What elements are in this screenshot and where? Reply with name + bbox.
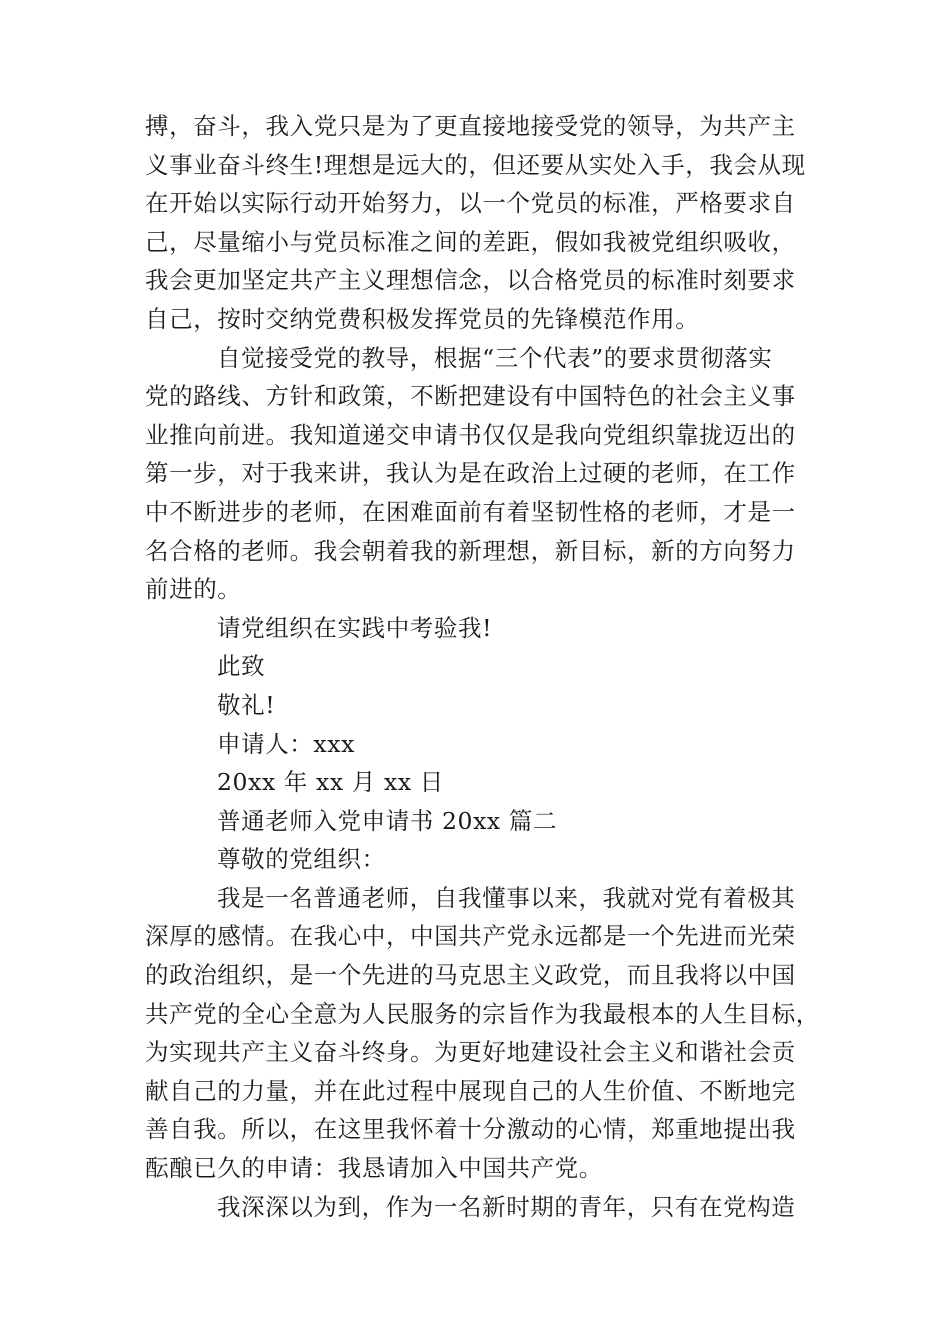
text-line: 自觉接受党的教导，根据“三个代表”的要求贯彻落实 [217,343,773,372]
document-page [145,107,820,1226]
text-line: 酝酿已久的申请：我恳请加入中国共产党。 [145,1154,603,1183]
section-title: 普通老师入党申请书 20xx 篇二 [217,806,558,835]
text-line: 共产党的全心全意为人民服务的宗旨作为我最根本的人生目标， [145,999,820,1028]
text-line: 中不断进步的老师，在困难面前有着坚韧性格的老师，才是一 [145,497,796,526]
text-line: 献自己的力量，并在此过程中展现自己的人生价值、不断地完 [145,1076,796,1105]
text-line: 我深深以为到，作为一名新时期的青年，只有在党构造 [217,1192,796,1221]
paragraph-introduction [145,879,820,1188]
text-line: 在开始以实际行动开始努力，以一个党员的标准，严格要求自 [145,189,796,218]
text-line: 己，尽量缩小与党员标准之间的差距，假如我被党组织吸收， [145,227,796,256]
paragraph-new-era [145,1188,807,1227]
application-date: 20xx 年 xx 月 xx 日 [217,768,444,797]
text-line: 名合格的老师。我会朝着我的新理想，新目标，新的方向努力 [145,536,796,565]
applicant-name: 申请人：xxx [217,729,355,758]
text-line: 自己，按时交纳党费积极发挥党员的先锋模范作用。 [145,304,700,333]
text-line: 第一步，对于我来讲，我认为是在政治上过硬的老师，在工作 [145,459,796,488]
paragraph-continued [145,107,807,339]
salutation: 尊敬的党组织： [217,845,386,874]
text-line: 为实现共产主义奋斗终身。为更好地建设社会主义和谐社会贡 [145,1038,796,1067]
closing-request: 请党组织在实践中考验我! [217,613,493,642]
text-line: 深厚的感情。在我心中，中国共产党永远都是一个先进而光荣 [145,922,796,951]
text-line: 党的路线、方针和政策，不断把建设有中国特色的社会主义事 [145,382,796,411]
text-line: 前进的。 [145,575,242,604]
paragraph-party-teaching [145,339,807,609]
text-line: 搏，奋斗，我入党只是为了更直接地接受党的领导，为共产主 [145,112,796,140]
text-line: 的政治组织，是一个先进的马克思主义政党，而且我将以中国 [145,961,796,990]
text-line: 我是一名普通老师，自我懂事以来，我就对党有着极其 [217,883,796,912]
text-line: 善自我。所以，在这里我怀着十分激动的心情，郑重地提出我 [145,1115,796,1144]
closing-greeting-1: 此致 [217,652,266,681]
text-line: 义事业奋斗终生!理想是远大的，但还要从实处入手，我会从现 [145,150,806,179]
text-line: 业推向前进。我知道递交申请书仅仅是我向党组织靠拢迈出的 [145,420,796,449]
text-line: 我会更加坚定共产主义理想信念，以合格党员的标准时刻要求 [145,266,796,295]
closing-greeting-2: 敬礼! [217,690,276,719]
